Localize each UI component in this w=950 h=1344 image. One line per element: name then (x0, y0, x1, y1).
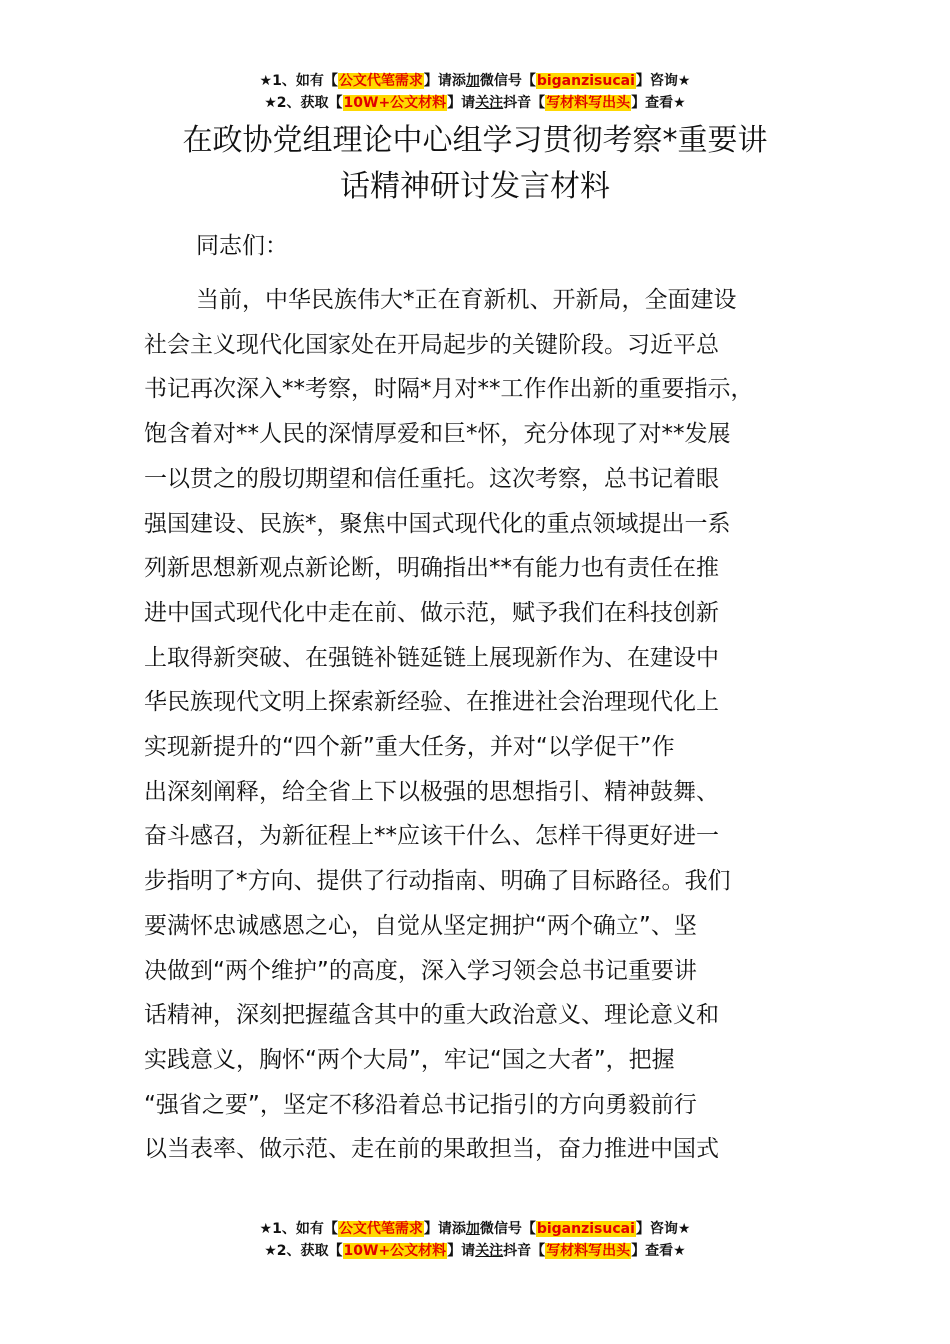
body-line: “强省之要”，坚定不移沿着总书记指引的方向勇毅前行 (144, 1091, 697, 1118)
body-line: 出深刻阐释，给全省上下以极强的思想指引、精神鼓舞、 (144, 778, 719, 805)
body-line: 奋斗感召，为新征程上**应该干什么、怎样干得更好进一 (144, 823, 719, 850)
promo-underlined-text: 关注 (475, 95, 504, 111)
promo-text: 】请添 (423, 1221, 466, 1237)
promo-line-1 (0, 1218, 950, 1240)
promo-highlight: 公文代笔需求 (338, 73, 423, 89)
promo-wechat-id: biganzisucai (536, 73, 635, 89)
promo-text: 】请 (447, 1243, 476, 1259)
promo-line-2 (0, 92, 950, 114)
document-title (0, 118, 950, 210)
body-line: 列新思想新观点新论断，明确指出**有能力也有责任在推 (144, 555, 719, 582)
promo-text: ★1、如有【 (259, 1221, 338, 1237)
promo-highlight: 公文代笔需求 (338, 1221, 423, 1237)
promo-text: 】咨询★ (635, 73, 691, 89)
body-line: 实现新提升的“四个新”重大任务，并对“以学促干”作 (144, 734, 675, 761)
promo-douyin-id: 写材料写出头 (546, 95, 631, 111)
body-line: 上取得新突破、在强链补链延链上展现新作为、在建设中 (144, 644, 719, 671)
promo-underlined-text: 关注 (475, 1243, 504, 1259)
body-line: 强国建设、民族*，聚焦中国式现代化的重点领域提出一系 (144, 510, 731, 537)
promo-text: 微信号【 (479, 73, 536, 89)
promo-text: 】请 (447, 95, 476, 111)
promo-text: 】咨询★ (635, 1221, 691, 1237)
promo-highlight: 10W+公文材料 (343, 1243, 447, 1259)
promo-text: ★1、如有【 (259, 73, 338, 89)
body-line: 以当表率、做示范、走在前的果敢担当，奋力推进中国式 (144, 1136, 719, 1163)
promo-douyin-id: 写材料写出头 (546, 1243, 631, 1259)
promo-text: 】查看★ (631, 95, 686, 111)
body-line: 社会主义现代化国家处在开局起步的关键阶段。习近平总 (144, 331, 719, 358)
body-line: 一以贯之的殷切期望和信任重托。这次考察，总书记着眼 (144, 465, 719, 492)
body-line: 决做到“两个维护”的高度，深入学习领会总书记重要讲 (144, 957, 697, 984)
header-promo-banner (0, 70, 950, 114)
body-line: 话精神，深刻把握蕴含其中的重大政治意义、理论意义和 (144, 1002, 719, 1029)
title-line: 话精神研讨发言材料 (340, 169, 610, 204)
promo-text: 】查看★ (631, 1243, 686, 1259)
promo-wechat-id: biganzisucai (536, 1221, 635, 1237)
promo-underlined-text: 加 (465, 73, 480, 89)
promo-text: ★2、获取【 (264, 1243, 343, 1259)
body-line: 当前，中华民族伟大*正在育新机、开新局，全面建设 (196, 287, 737, 313)
promo-text: ★2、获取【 (264, 95, 343, 111)
body-line: 步指明了*方向、提供了行动指南、明确了目标路径。我们 (144, 868, 731, 895)
promo-text: 微信号【 (479, 1221, 536, 1237)
body-line: 书记再次深入**考察，时隔*月对**工作作出新的重要指示， (144, 376, 754, 403)
salutation: 同志们： (196, 233, 288, 259)
footer-promo-banner (0, 1218, 950, 1262)
promo-text: 抖音【 (503, 95, 546, 111)
promo-line-2 (0, 1240, 950, 1262)
body-paragraph (144, 278, 844, 1172)
promo-line-1 (0, 70, 950, 92)
title-line: 在政协党组理论中心组学习贯彻考察*重要讲 (182, 123, 768, 158)
body-line: 华民族现代文明上探索新经验、在推进社会治理现代化上 (144, 689, 719, 716)
promo-text: 抖音【 (503, 1243, 546, 1259)
promo-text: 】请添 (423, 73, 466, 89)
body-line: 进中国式现代化中走在前、做示范，赋予我们在科技创新 (144, 599, 719, 626)
body-line: 饱含着对**人民的深情厚爱和巨*怀，充分体现了对**发展 (144, 421, 731, 448)
body-line: 实践意义，胸怀“两个大局”，牢记“国之大者”，把握 (144, 1046, 675, 1073)
promo-underlined-text: 加 (465, 1221, 480, 1237)
body-line: 要满怀忠诚感恩之心，自觉从坚定拥护“两个确立”、坚 (144, 912, 697, 939)
promo-highlight: 10W+公文材料 (343, 95, 447, 111)
